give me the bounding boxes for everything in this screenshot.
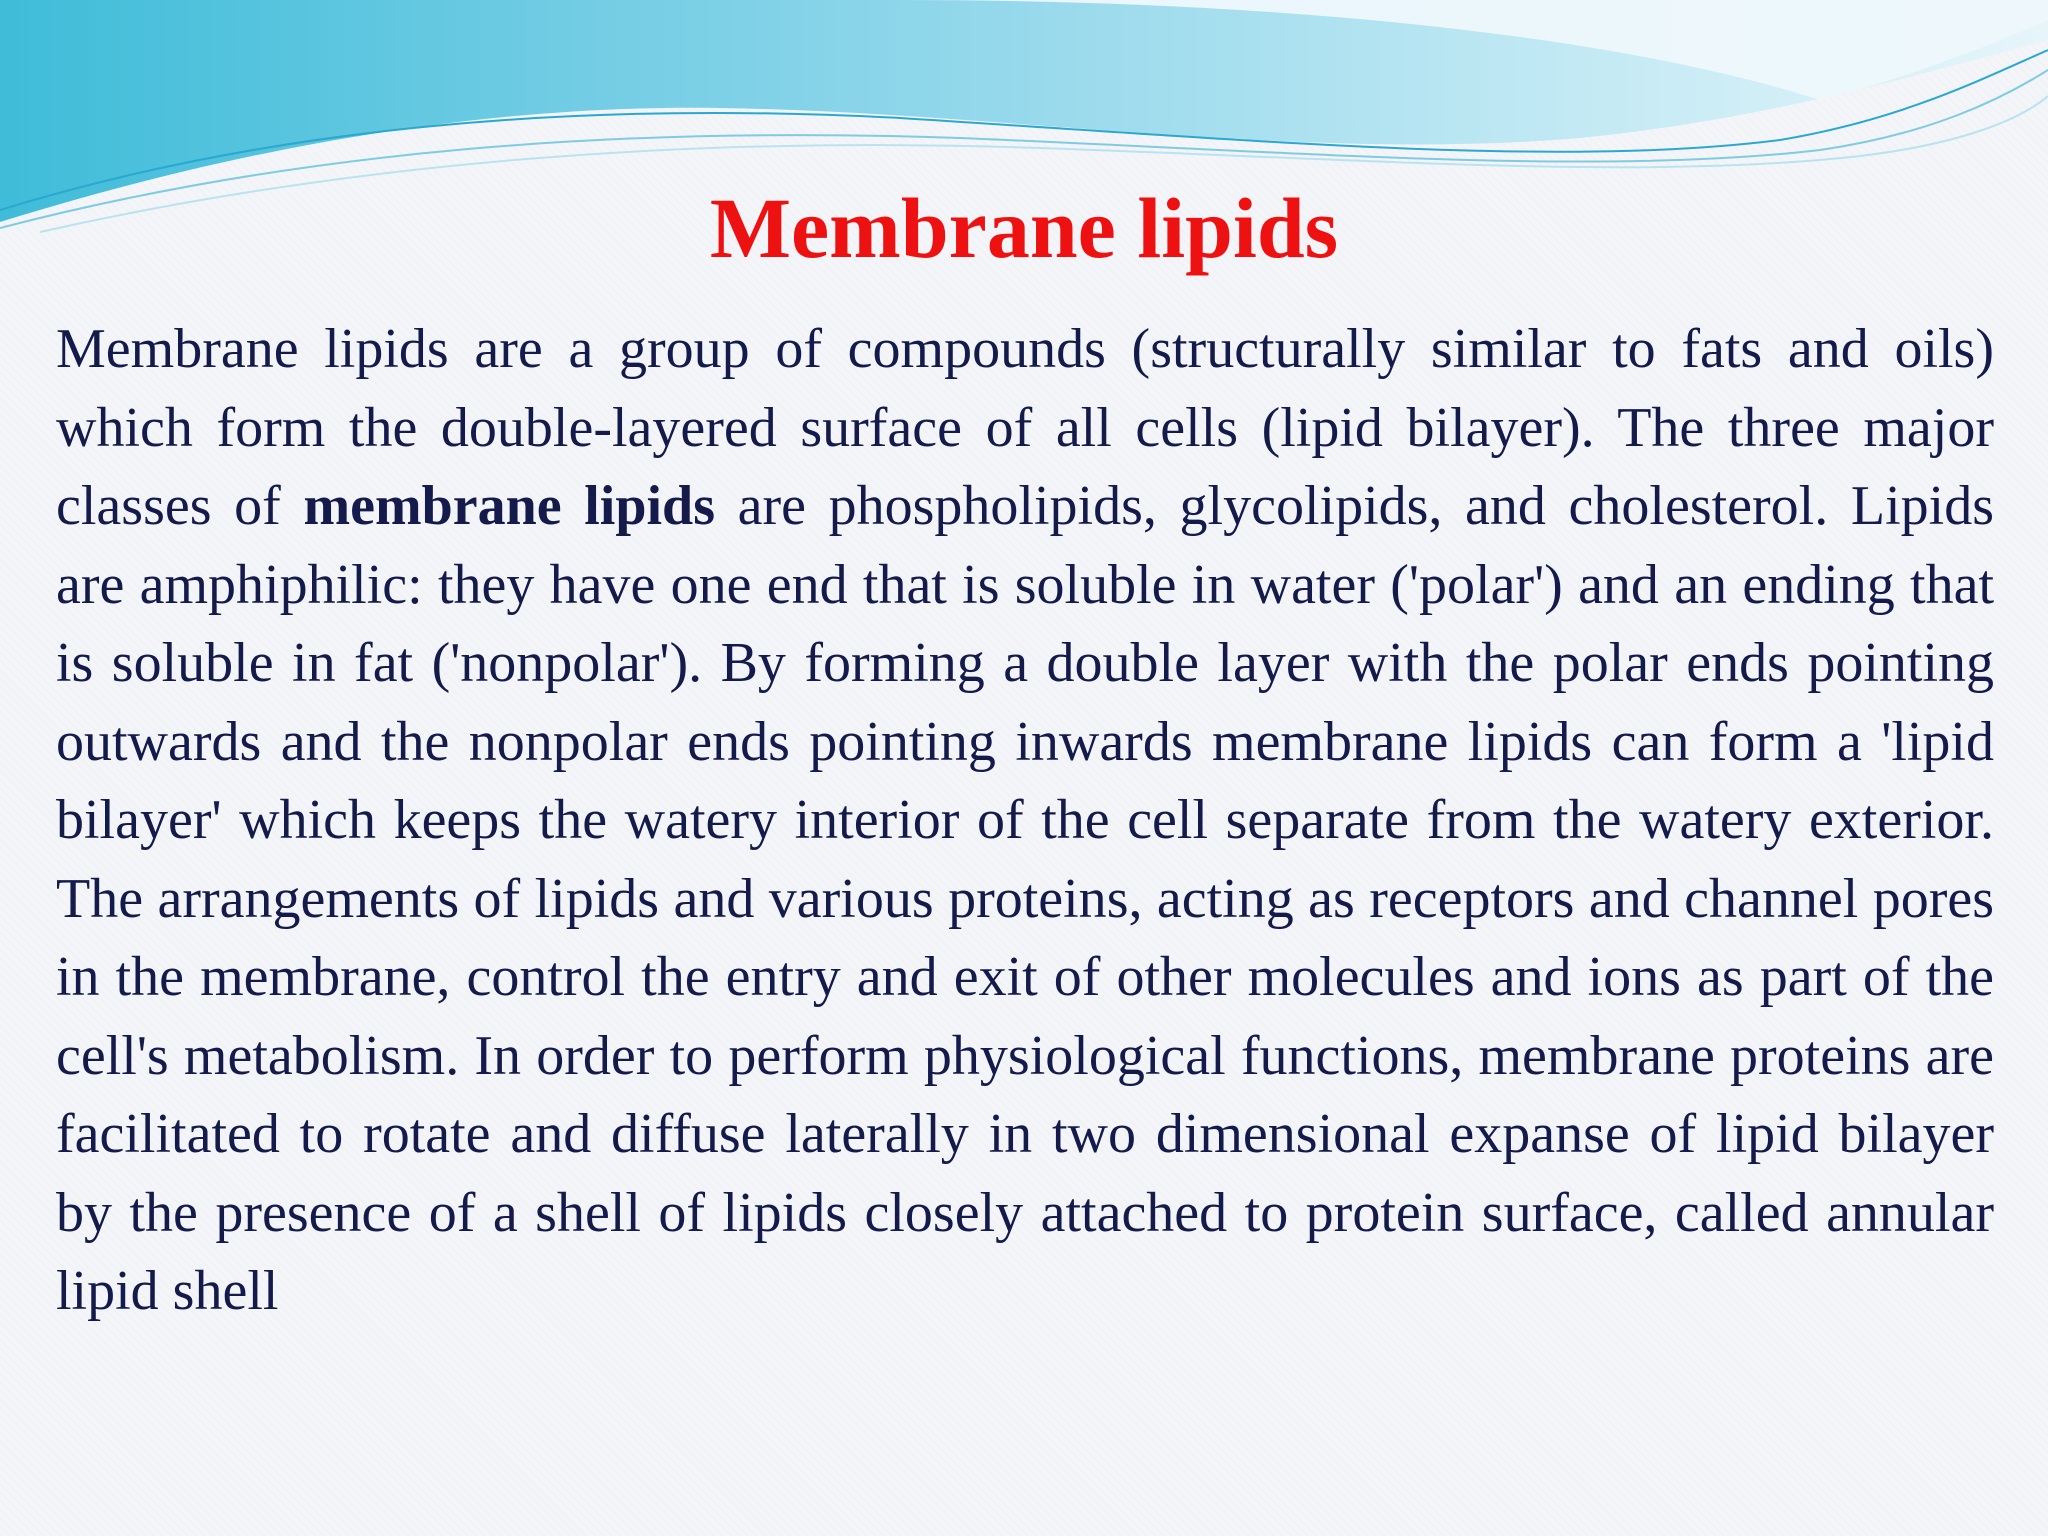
body-paragraph (56, 310, 1994, 1331)
paragraph-emphasis: membrane lipids (303, 475, 715, 537)
slide-title: Membrane lipids (709, 180, 1339, 276)
paragraph-text-part-1: Membrane lipids are a group of compounds (structurally similar to fats and oils) which form the double-layered surface of all cells (lipid bilayer). The three major classes of (56, 318, 1994, 537)
paragraph-text-part-2: are phospholipids, glycolipids, and cholesterol. Lipids are amphiphilic: they have one end that is soluble in water ('polar') and an ending that is soluble in fat ('nonpolar'). By forming a double layer with the polar ends pointing outwards and the nonpolar ends pointing inwards membrane lipids can form a 'lipid bilayer' which keeps the watery interior of the cell separate from the watery exterior. The arrangements of lipids and various proteins, acting as receptors and channel pores in the membrane, control the entry and exit of other molecules and ions as part of the cell's metabolism. In order to perform physiological functions, membrane proteins are facilitated to rotate and diffuse laterally in two dimensional expanse of lipid bilayer by the presence of a shell of lipids closely attached to protein surface, called annular lipid shell (56, 475, 1994, 1322)
